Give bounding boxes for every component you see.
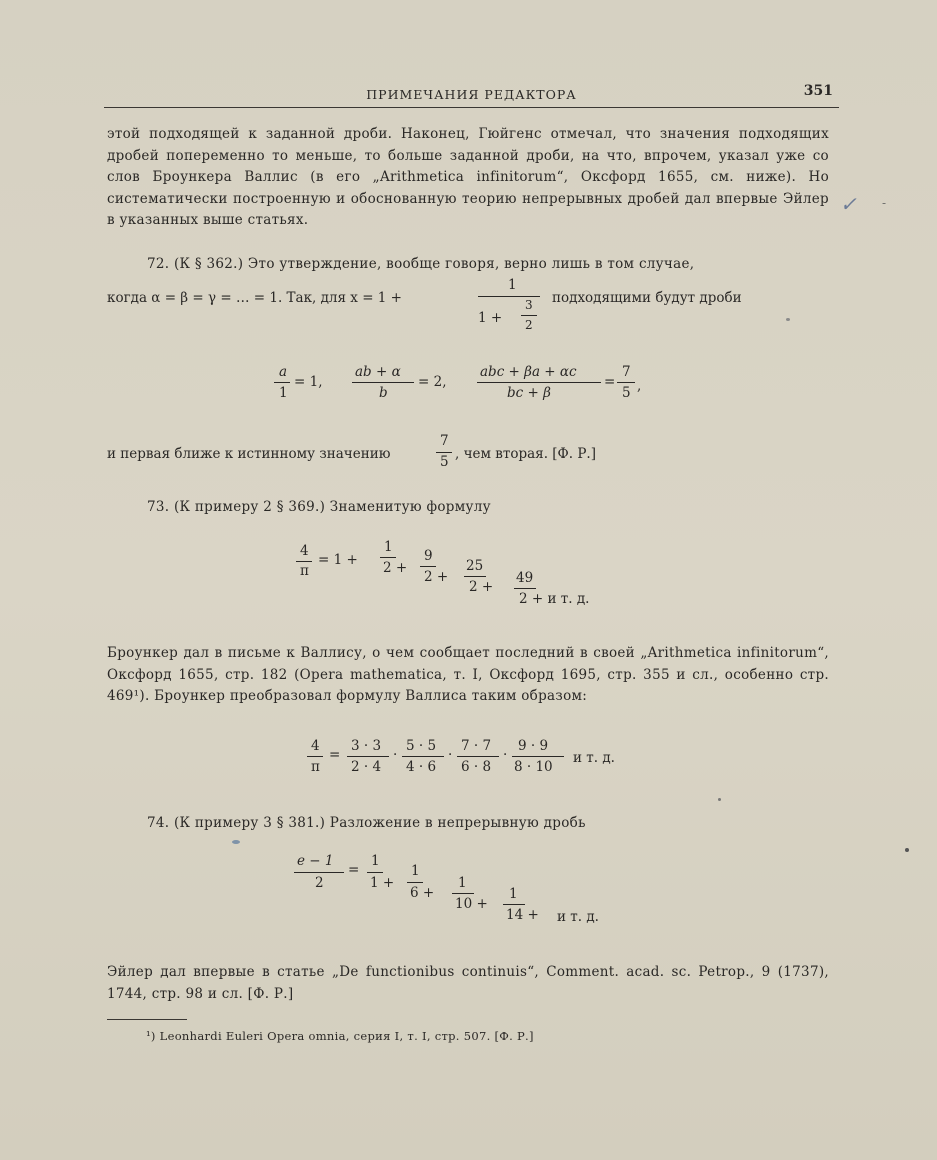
margin-check-mark: ✓ <box>840 192 857 216</box>
e-denominator: 2 <box>315 875 324 891</box>
note-72-line-2-end: подходящими будут дроби <box>552 290 742 306</box>
wallis-left-numerator: 4 <box>311 738 320 754</box>
wallis-f2-bar <box>402 756 444 757</box>
cf-inner-denominator: 2 <box>525 318 533 332</box>
convergent-3-value-denominator: 5 <box>622 385 631 401</box>
e-equals: = <box>348 862 360 878</box>
e-numerator: e − 1 <box>297 853 334 869</box>
e-t2-numerator: 1 <box>411 863 420 879</box>
brouncker-t3-numerator: 25 <box>466 558 484 574</box>
wallis-dot-3: · <box>503 747 508 763</box>
note-74-paragraph-2: Эйлер дал впервые в статье „De functionibus continuis“, Comment. acad. sc. Petrop., 9 (1737), 1744, стр. 98 и сл. [Ф. Р.] <box>107 964 829 1002</box>
wallis-dot-2: · <box>448 747 453 763</box>
cf-fraction-bar <box>478 296 540 297</box>
footnote-rule <box>107 1019 187 1020</box>
paper-speck <box>786 318 790 321</box>
wallis-f2-denominator: 4 · 6 <box>406 759 437 775</box>
wallis-f3-numerator: 7 · 7 <box>461 738 492 754</box>
e-t3-bar <box>452 893 474 894</box>
brouncker-t3-bar <box>464 576 486 577</box>
convergent-3-value-numerator: 7 <box>622 364 631 380</box>
brouncker-t3-denominator: 2 + <box>469 579 494 595</box>
convergent-1-numerator: a <box>279 364 288 380</box>
convergent-comma: , <box>637 378 642 394</box>
note-72-line-2-start: когда α = β = γ = … = 1. Так, для x = 1 + <box>107 290 402 306</box>
brouncker-t1-bar <box>380 557 396 558</box>
e-t2-bar <box>407 882 423 883</box>
note-72-line-1: 72. (К § 362.) Это утверждение, вообще говоря, верно лишь в том случае, <box>147 256 695 272</box>
brouncker-t2-bar <box>420 566 436 567</box>
e-t4-bar <box>503 904 525 905</box>
cf-inner-numerator: 3 <box>525 298 533 312</box>
cf-numerator-one: 1 <box>508 277 517 293</box>
wallis-f2-numerator: 5 · 5 <box>406 738 437 754</box>
brouncker-t4-bar <box>514 588 536 589</box>
e-t1-bar <box>367 872 383 873</box>
convergent-2-numerator: ab + α <box>355 364 401 380</box>
footnote: ¹) Leonhardi Euleri Opera omnia, серия I, т. I, стр. 507. [Ф. Р.] <box>146 1029 534 1043</box>
e-bar <box>294 872 344 873</box>
true-value-bar <box>436 452 452 453</box>
e-t3-numerator: 1 <box>458 875 467 891</box>
convergent-3-value-bar <box>617 382 635 383</box>
wallis-f4-denominator: 8 · 10 <box>514 759 553 775</box>
note-72-line-3-start: и первая ближе к истинному значению <box>107 446 391 462</box>
wallis-f4-bar <box>512 756 564 757</box>
brouncker-left-bar <box>296 561 312 562</box>
wallis-left-denominator: π <box>311 759 320 775</box>
note-73-paragraph-2: Броункер дал в письме к Валлису, о чем сообщает последний в своей „Arithmetica infinitorum“, Оксфорд 1655, стр. 182 (Opera mathematica, т. I, Оксфорд 1695, стр. 355 и сл., особенно стр. 469¹). Броункер преобразовал формулу Валлиса таким образом: <box>107 645 829 704</box>
wallis-f1-numerator: 3 · 3 <box>351 738 382 754</box>
brouncker-t1-denominator: 2 + <box>383 560 408 576</box>
wallis-left-bar <box>307 756 323 757</box>
brouncker-left-denominator: π <box>300 563 309 579</box>
convergent-1-value: = 1, <box>294 374 323 390</box>
cf-inner-bar <box>521 315 537 316</box>
e-t1-denominator: 1 + <box>370 875 395 891</box>
e-t4-numerator: 1 <box>509 886 518 902</box>
e-t1-numerator: 1 <box>371 853 380 869</box>
page-header <box>104 85 839 108</box>
e-etc: и т. д. <box>557 909 599 925</box>
wallis-f1-denominator: 2 · 4 <box>351 759 382 775</box>
true-value-denominator: 5 <box>440 454 449 470</box>
e-t4-denominator: 14 + <box>506 907 539 923</box>
brouncker-t1-numerator: 1 <box>384 539 393 555</box>
convergent-3-numerator: abc + βa + αc <box>480 364 577 380</box>
e-t3-denominator: 10 + <box>455 896 488 912</box>
convergent-3-denominator: bc + β <box>507 385 551 401</box>
convergent-3-equals: = <box>604 374 616 390</box>
paper-speck <box>905 848 909 852</box>
true-value-numerator: 7 <box>440 433 449 449</box>
brouncker-t2-denominator: 2 + <box>424 569 449 585</box>
running-title: ПРИМЕЧАНИЯ РЕДАКТОРА <box>366 87 577 102</box>
brouncker-t2-numerator: 9 <box>424 548 433 564</box>
ink-smudge <box>232 840 240 844</box>
page-number: 351 <box>803 83 833 99</box>
note-74-line-1: 74. (К примеру 3 § 381.) Разложение в непрерывную дробь <box>147 815 586 831</box>
wallis-f4-numerator: 9 · 9 <box>518 738 549 754</box>
e-t2-denominator: 6 + <box>410 885 435 901</box>
wallis-f3-bar <box>457 756 499 757</box>
wallis-f3-denominator: 6 · 8 <box>461 759 492 775</box>
convergent-1-denominator: 1 <box>279 385 288 401</box>
brouncker-equals: = 1 + <box>318 552 358 568</box>
wallis-equals: = <box>329 747 341 763</box>
brouncker-t4-denominator: 2 + и т. д. <box>519 591 590 607</box>
note-73-line-1: 73. (К примеру 2 § 369.) Знаменитую формулу <box>147 499 491 515</box>
convergent-2-value: = 2, <box>418 374 447 390</box>
convergent-2-bar <box>352 382 414 383</box>
wallis-etc: и т. д. <box>573 750 615 766</box>
convergent-1-bar <box>274 382 290 383</box>
margin-dash: - <box>882 196 887 210</box>
wallis-f1-bar <box>347 756 389 757</box>
brouncker-left-numerator: 4 <box>300 543 309 559</box>
convergent-3-bar <box>477 382 601 383</box>
convergent-2-denominator: b <box>379 385 388 401</box>
paragraph-continuation: этой подходящей к заданной дроби. Наконец, Гюйгенс отмечал, что значения подходящих дробей попеременно то меньше, то больше заданной дроби, на что, впрочем, указал уже со слов Броункера Валлис (в его „Arithmetica infinitorum“, Оксфорд 1655, см. ниже). Но систематически построенную и обоснованную теорию непрерывных дробей дал впервые Эйлер в указанных выше статьях. <box>107 126 829 228</box>
paper-speck <box>718 798 721 801</box>
brouncker-t4-numerator: 49 <box>516 570 534 586</box>
note-72-line-3-end: , чем вторая. [Ф. Р.] <box>455 446 596 462</box>
wallis-dot-1: · <box>393 747 398 763</box>
cf-denominator-start: 1 + <box>478 310 503 326</box>
